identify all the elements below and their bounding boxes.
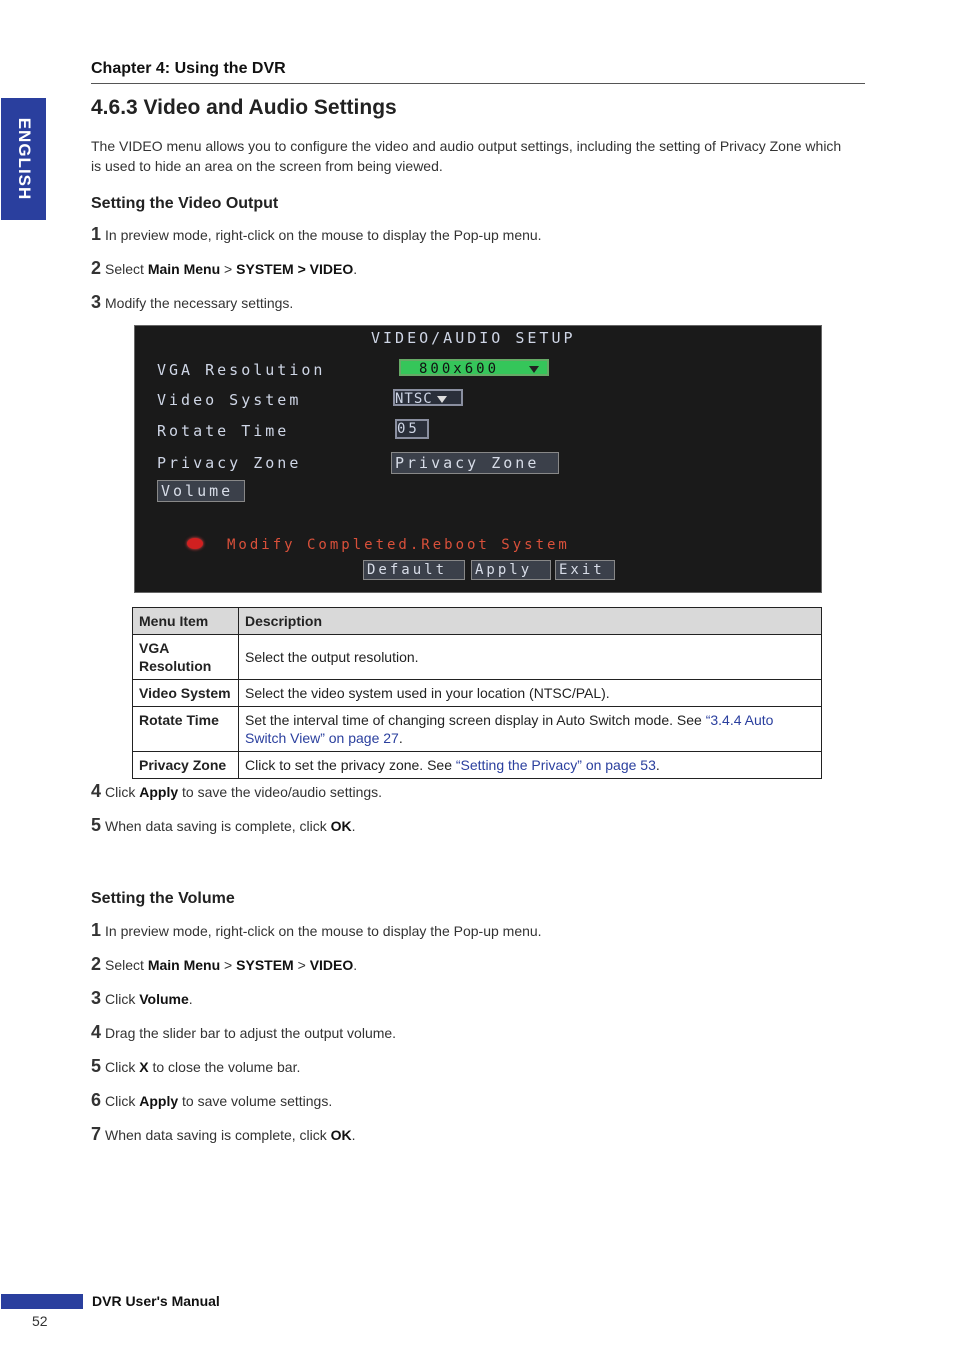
video-step-4 (91, 781, 382, 802)
privacy-zone-button[interactable]: Privacy Zone (391, 452, 559, 474)
volume-step-5 (91, 1056, 300, 1077)
video-output-heading: Setting the Video Output (91, 195, 279, 212)
step-text: . (353, 261, 358, 277)
desc-text: Click to set the privacy zone. See (245, 757, 456, 773)
step-text: When data saving is complete, click (105, 818, 331, 834)
section-title: 4.6.3 Video and Audio Settings (91, 96, 397, 119)
vga-resolution-dropdown[interactable] (399, 359, 549, 376)
table-header: Description (239, 608, 822, 635)
chapter-title: Chapter 4: Using the DVR (91, 60, 286, 77)
step-bold: SYSTEM > VIDEO (236, 261, 354, 277)
exit-button[interactable]: Exit (555, 560, 615, 580)
video-step-3 (91, 292, 293, 313)
step-number: 4 (91, 1022, 102, 1042)
privacy-zone-label: Privacy Zone (157, 454, 302, 472)
table-header-row (133, 608, 822, 635)
step-text: In preview mode, right-click on the mouse to display the Pop-up menu. (105, 227, 542, 243)
step-number: 7 (91, 1124, 102, 1144)
video-system-label: Video System (157, 391, 302, 409)
step-number: 1 (91, 224, 102, 244)
step-text: . (351, 1127, 356, 1143)
step-number: 3 (91, 988, 102, 1008)
desc-text: . (655, 757, 660, 773)
step-text: . (188, 991, 193, 1007)
volume-step-1 (91, 920, 542, 941)
step-text: > (220, 261, 237, 277)
table-row (133, 680, 822, 707)
cross-reference-link[interactable]: “3.4.4 Auto Switch View” on page 27 (245, 712, 774, 746)
video-system-dropdown[interactable] (393, 389, 463, 406)
video-step-1 (91, 224, 542, 245)
vga-resolution-value: 800x600 (419, 361, 500, 377)
step-number: 5 (91, 1056, 102, 1076)
desc-text: . (398, 730, 403, 746)
volume-step-6 (91, 1090, 332, 1111)
step-text: . (353, 957, 358, 973)
table-cell-desc (239, 752, 822, 779)
step-number: 2 (91, 954, 102, 974)
table-cell-desc: Select the video system used in your location (NTSC/PAL). (239, 680, 822, 707)
chevron-down-icon (529, 366, 539, 373)
step-bold: OK (330, 1127, 352, 1143)
rotate-time-input[interactable]: 05 (395, 419, 429, 439)
video-step-5 (91, 815, 356, 836)
step-bold: SYSTEM (236, 957, 294, 973)
volume-step-2 (91, 954, 357, 975)
rotate-time-label: Rotate Time (157, 422, 290, 440)
volume-step-4 (91, 1022, 396, 1043)
language-tab (1, 98, 46, 220)
step-bold: Apply (139, 784, 179, 800)
volume-step-7 (91, 1124, 356, 1145)
table-cell-item: Privacy Zone (133, 752, 239, 779)
language-tab-label: ENGLISH (14, 117, 34, 201)
vga-resolution-label: VGA Resolution (157, 361, 326, 379)
volume-heading: Setting the Volume (91, 890, 235, 907)
step-text: > (293, 957, 310, 973)
default-button[interactable]: Default (363, 560, 465, 580)
step-text: to close the volume bar. (148, 1059, 301, 1075)
chevron-down-icon (437, 396, 447, 403)
step-text: . (351, 818, 356, 834)
intro-paragraph: The VIDEO menu allows you to configure the video and audio output settings, including the setting of Privacy Zone which is used to hide an area on the screen from being viewed. (91, 138, 842, 174)
status-message: Modify Completed.Reboot System (227, 537, 570, 553)
step-text: Drag the slider bar to adjust the output volume. (105, 1025, 397, 1041)
step-text: Modify the necessary settings. (105, 295, 294, 311)
step-number: 3 (91, 292, 102, 312)
step-text: In preview mode, right-click on the mouse to display the Pop-up menu. (105, 923, 542, 939)
cross-reference-link[interactable]: “Setting the Privacy” on page 53 (455, 757, 656, 773)
step-text: Click (105, 1059, 140, 1075)
step-text: to save the video/audio settings. (178, 784, 383, 800)
header-divider (91, 83, 865, 84)
table-row (133, 635, 822, 680)
step-number: 5 (91, 815, 102, 835)
page-number: 52 (32, 1313, 48, 1329)
table-header: Menu Item (133, 608, 239, 635)
apply-button[interactable]: Apply (471, 560, 551, 580)
footer-bar (1, 1294, 83, 1309)
step-text: to save volume settings. (178, 1093, 333, 1109)
step-text: Click (105, 991, 140, 1007)
dvr-title: VIDEO/AUDIO SETUP (371, 329, 576, 347)
table-cell-desc: Select the output resolution. (239, 635, 822, 680)
manual-title: DVR User's Manual (92, 1293, 220, 1309)
table-row (133, 707, 822, 752)
step-bold: Apply (139, 1093, 179, 1109)
table-cell-desc (239, 707, 822, 752)
menu-item-table (132, 607, 822, 779)
step-bold: Main Menu (147, 261, 221, 277)
step-number: 1 (91, 920, 102, 940)
step-bold: Volume (139, 991, 189, 1007)
step-bold: Main Menu (147, 957, 221, 973)
step-text: > (220, 957, 237, 973)
table-cell-item: VGA Resolution (133, 635, 239, 680)
step-bold: OK (330, 818, 352, 834)
table-cell-item: Video System (133, 680, 239, 707)
video-system-value: NTSC (395, 391, 433, 407)
step-text: When data saving is complete, click (105, 1127, 331, 1143)
step-text: Click (105, 1093, 140, 1109)
step-text: Select (105, 957, 148, 973)
step-text: Click (105, 784, 140, 800)
desc-text: Set the interval time of changing screen display in Auto Switch mode. See (245, 712, 706, 728)
step-number: 4 (91, 781, 102, 801)
step-number: 2 (91, 258, 102, 278)
table-cell-item: Rotate Time (133, 707, 239, 752)
dvr-setup-screenshot (134, 325, 822, 593)
volume-button[interactable]: Volume (157, 480, 245, 502)
step-bold: X (139, 1059, 149, 1075)
warning-dot-icon (187, 538, 203, 549)
step-text: Select (105, 261, 148, 277)
step-bold: VIDEO (309, 957, 354, 973)
video-step-2 (91, 258, 357, 279)
volume-step-3 (91, 988, 193, 1009)
step-number: 6 (91, 1090, 102, 1110)
table-row (133, 752, 822, 779)
